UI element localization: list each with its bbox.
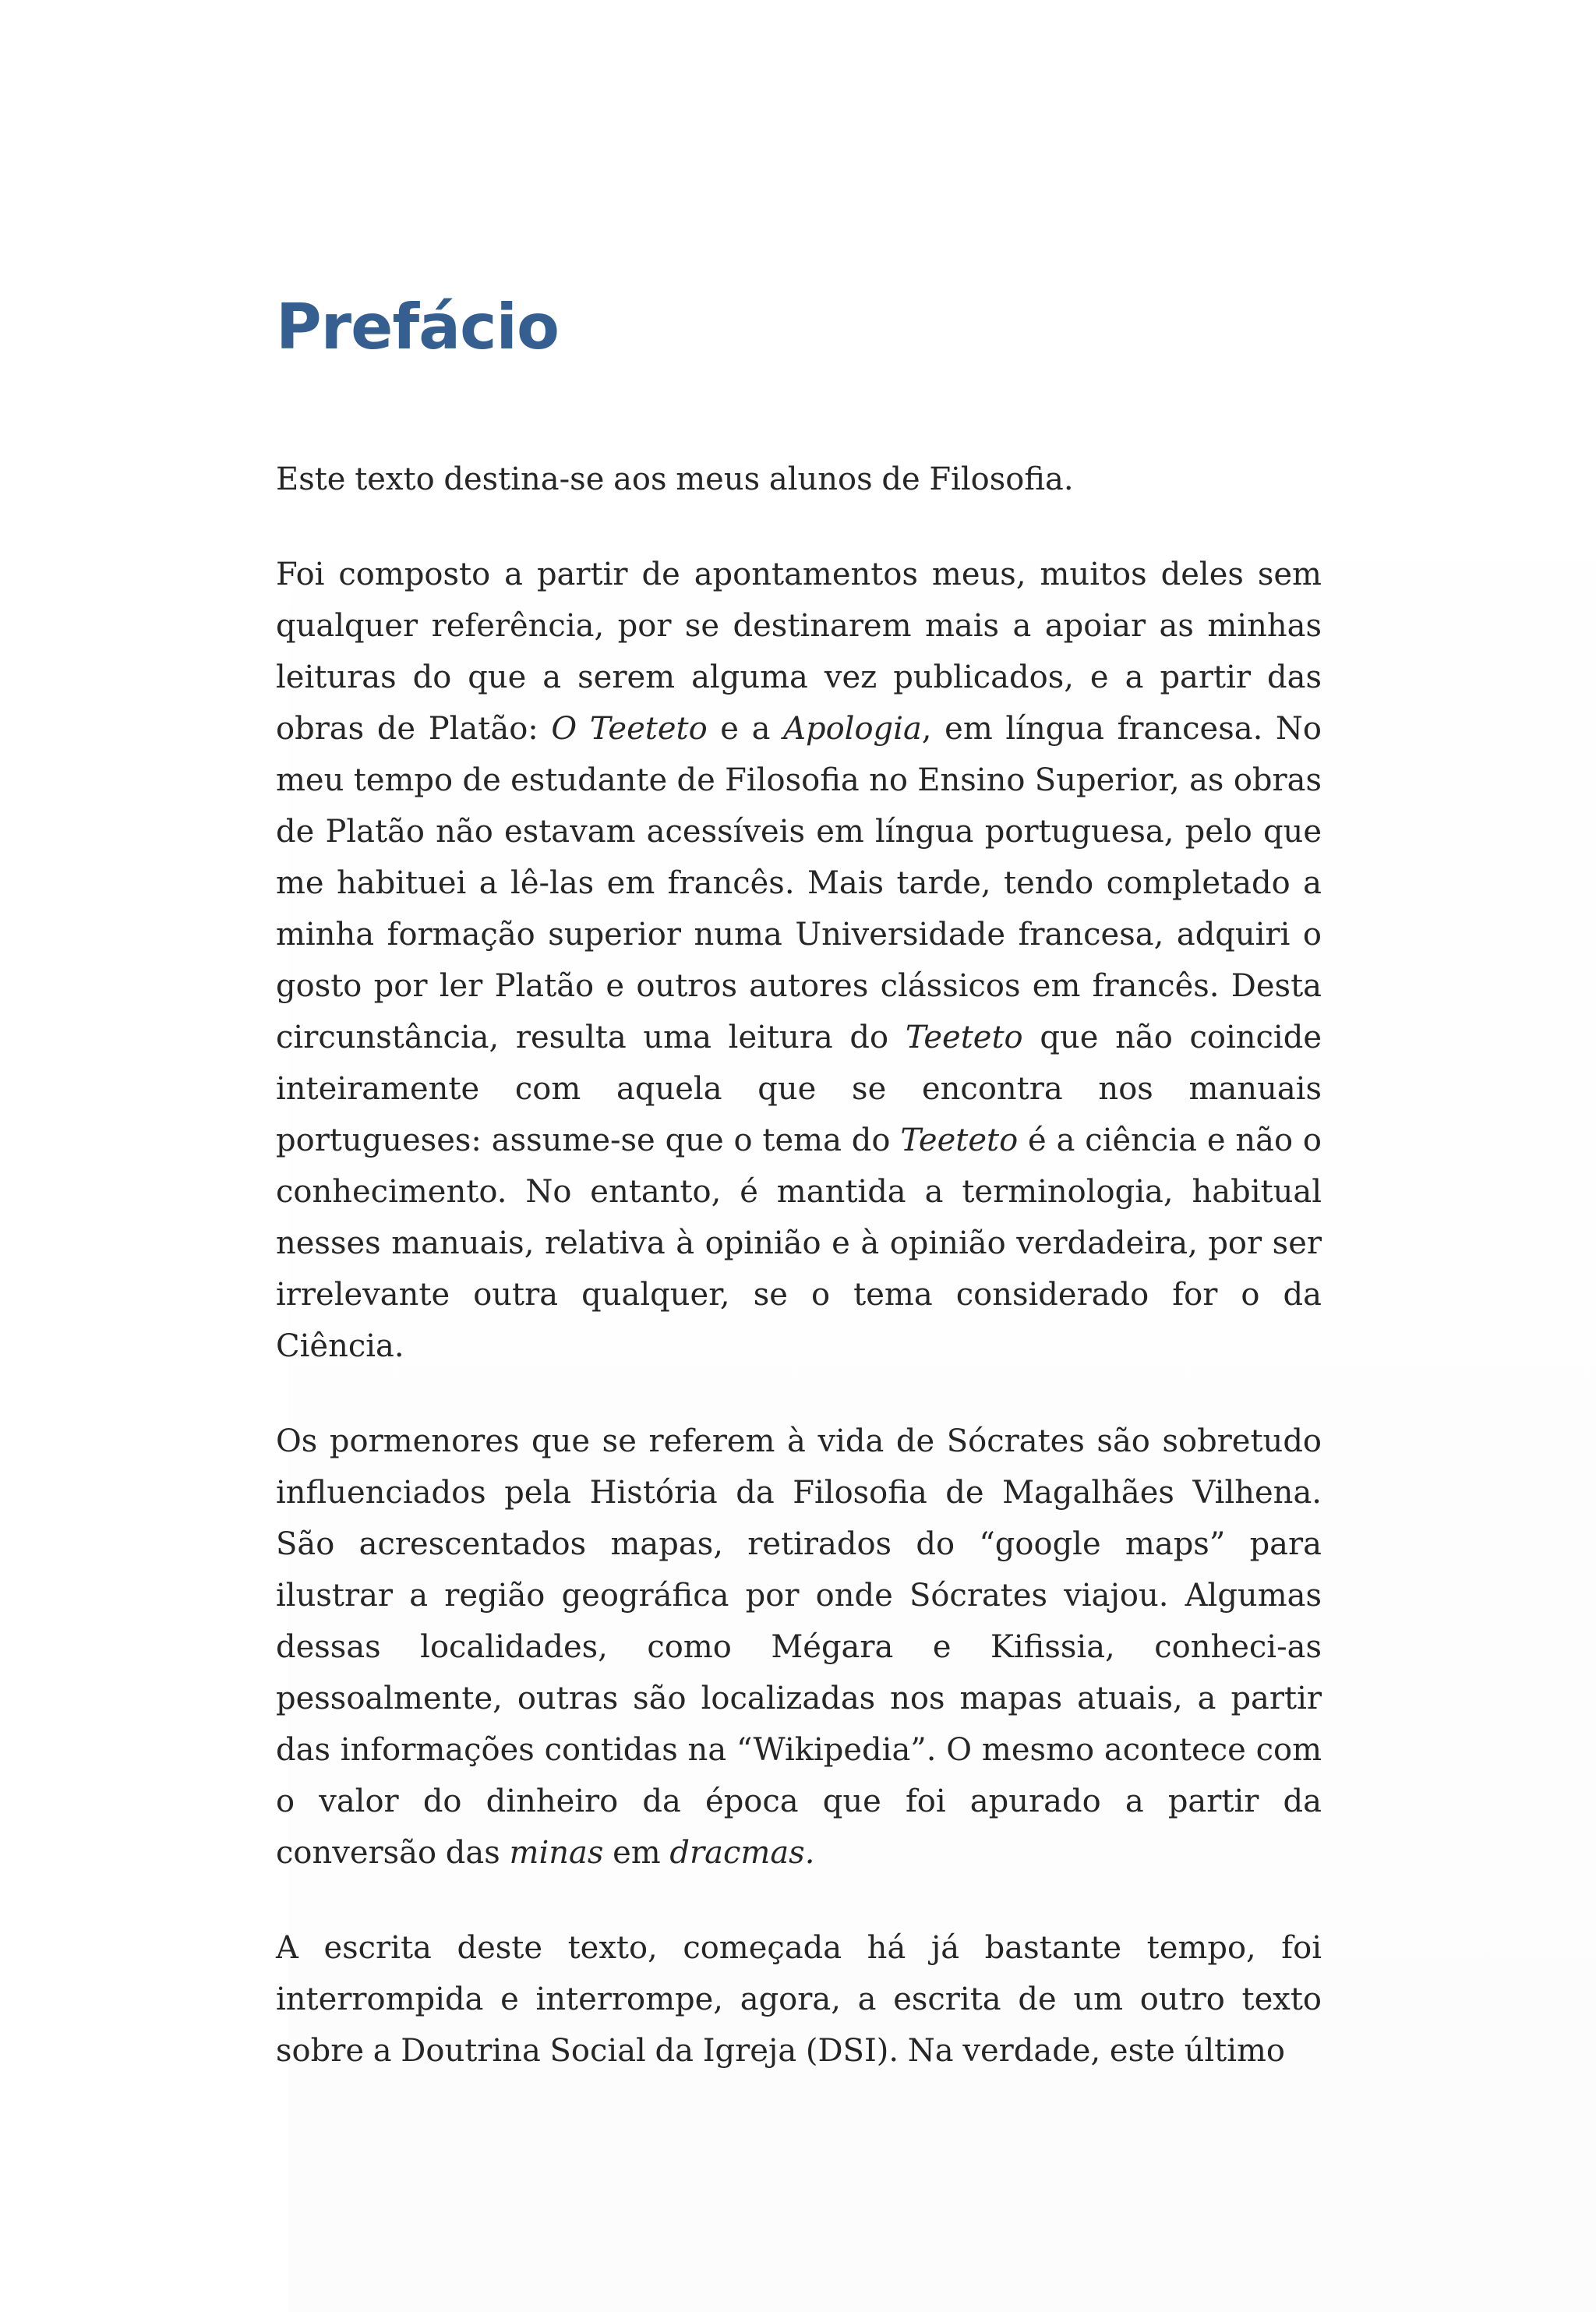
page-title: Prefácio bbox=[276, 291, 559, 363]
page-content bbox=[276, 288, 1322, 2120]
italic-text: O Teeteto bbox=[551, 711, 708, 747]
text-run: em bbox=[603, 1835, 670, 1871]
text-run: que não coincide inteiramente com aquela que se encontra nos manuais portugueses: assume-se que o tema do bbox=[276, 1020, 1322, 1158]
text-run: Este texto destina-se aos meus alunos de Filosofia. bbox=[276, 461, 1074, 497]
text-run: Os pormenores que se referem à vida de Sócrates são sobretudo influenciados pela História da Filosofia de Magalhães Vilhena. São acrescentados mapas, retirados do “google maps” para ilustrar a região geográfica por onde Sócrates viajou. Algumas dessas localidades, como Mégara e Kifissia, conheci-as pessoalmente, outras são localizadas nos mapas atuais, a partir das informações contidas na “Wikipedia”. O mesmo acontece com o valor do dinheiro da época que foi apurado a partir da conversão das bbox=[276, 1423, 1322, 1871]
text-run: Foi composto a partir de apontamentos meus, muitos deles sem qualquer referência, por se destinarem mais a apoiar as minhas leituras do que a serem alguma vez publicados, e a partir das obras de Platão: bbox=[276, 557, 1322, 747]
text-run: A escrita deste texto, começada há já bastante tempo, foi interrompida e interrompe, agora, a escrita de um outro texto sobre a Doutrina Social da Igreja (DSI). Na verdade, este último bbox=[276, 1930, 1322, 2069]
paragraph bbox=[276, 454, 1322, 505]
paragraph bbox=[276, 1416, 1322, 1879]
text-run: é a ciência e não o conhecimento. No entanto, é mantida a terminologia, habitual nesses manuais, relativa à opinião e à opinião verdadeira, por ser irrelevante outra qualquer, se o tema considerado for o da Ciência. bbox=[276, 1122, 1322, 1364]
italic-text: Teeteto bbox=[900, 1122, 1019, 1158]
text-run: , em língua francesa. No meu tempo de estudante de Filosofia no Ensino Superior, as obras de Platão não estavam acessíveis em língua portuguesa, pelo que me habituei a lê-las em francês. Mais tarde, tendo completado a minha formação superior numa Universidade francesa, adquiri o gosto por ler Platão e outros autores clássicos em francês. Desta circunstância, resulta uma leitura do bbox=[276, 711, 1322, 1055]
text-run: e a bbox=[707, 711, 784, 747]
italic-text: minas bbox=[509, 1835, 604, 1871]
paragraph bbox=[276, 1922, 1322, 2077]
italic-text: dracmas. bbox=[669, 1835, 815, 1871]
body-text bbox=[276, 454, 1322, 2077]
paragraph bbox=[276, 549, 1322, 1372]
italic-text: Apologia bbox=[783, 711, 922, 747]
italic-text: Teeteto bbox=[905, 1020, 1023, 1055]
